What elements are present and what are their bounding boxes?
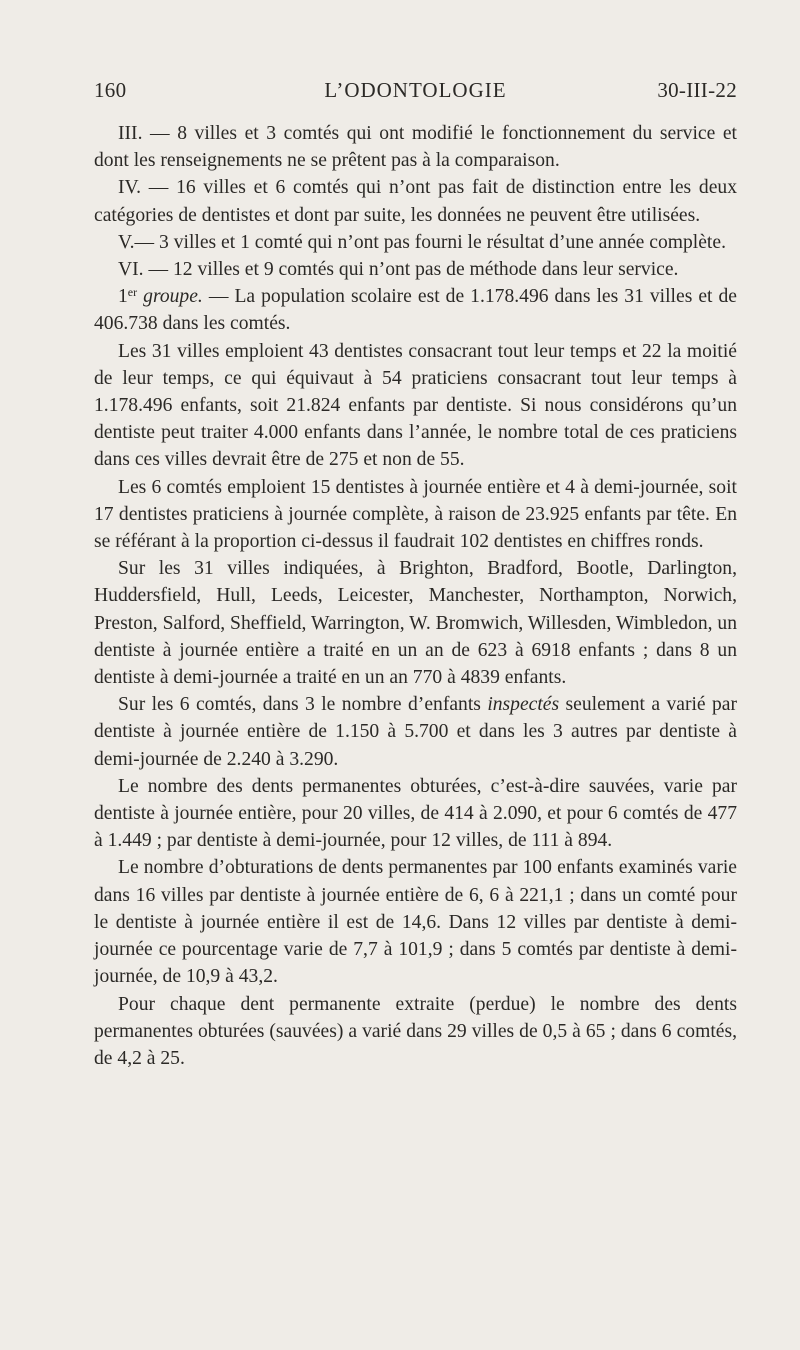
paragraph: Le nombre d’obturations de dents permanentes par 100 enfants examinés varie dans 16 villes par dentiste à journée entière de 6, 6 à 221,1 ; dans un comté pour le dentiste à journée entière il est de 14,6. Dans 12 villes par dentiste à demi-journée ce pourcentage varie de 7,7 à 101,9 ; dans 5 comtés par dentiste à demi-journée, de 10,9 à 43,2.: [94, 857, 737, 988]
paragraph: Les 6 comtés emploient 15 dentistes à journée entière et 4 à demi-journée, soit 17 dentistes praticiens à journée complète, à raison de 23.925 enfants par tête. En se référant à la proportion ci-dessus il faudrait 102 dentistes en chiffres ronds.: [94, 476, 737, 553]
text-before: Sur les 6 comtés, dans 3 le nombre d’enfants: [118, 694, 488, 716]
page-number: 160: [94, 78, 127, 102]
ordinal-suffix: er: [127, 285, 138, 300]
paragraph: III. — 8 villes et 3 comtés qui ont modifié le fonctionnement du service et dont les renseignements ne se prêtent pas à la comparaison.: [94, 123, 737, 172]
journal-title: L’ODONTOLOGIE: [324, 78, 507, 102]
group-text: — La population scolaire est de 1.178.496 dans les 31 villes et de 406.738 dans les comtés.: [94, 286, 737, 335]
page-header: [94, 78, 737, 104]
article-body: [94, 120, 737, 1072]
text-after: seulement a varié par dentiste à journée entière de 1.150 à 5.700 et dans les 3 autres par dentiste à demi-journée de 2.240 à 3.290.: [94, 694, 738, 770]
paragraph: Les 31 villes emploient 43 dentistes consacrant tout leur temps et 22 la moitié de leur temps, ce qui équivaut à 54 praticiens consacrant tout leur temps à 1.178.496 enfants, soit 21.824 enfants par dentiste. Si nous considérons qu’un dentiste peut traiter 4.000 enfants dans l’année, le nombre total de ces praticiens dans ces villes devrait être de 275 et non de 55.: [94, 340, 737, 471]
paragraph: Pour chaque dent permanente extraite (perdue) le nombre des dents permanentes obturées (sauvées) a varié dans 29 villes de 0,5 à 65 ; dans 6 comtés, de 4,2 à 25.: [94, 993, 737, 1069]
paragraph: Le nombre des dents permanentes obturées, c’est-à-dire sauvées, varie par dentiste à journée entière, pour 20 villes, de 414 à 2.090, et pour 6 comtés de 477 à 1.449 ; par dentiste à demi-journée, pour 12 villes, de 111 à 894.: [94, 775, 737, 852]
paragraph: VI. — 12 villes et 9 comtés qui n’ont pas de méthode dans leur service.: [118, 259, 679, 281]
group-number: 1: [118, 286, 128, 308]
paragraph-inspectes: [94, 691, 737, 773]
paragraph: V.— 3 villes et 1 comté qui n’ont pas fourni le résultat d’une année complète.: [118, 231, 726, 253]
emphasis-inspectes: inspectés: [487, 694, 560, 716]
group-label: groupe.: [143, 286, 203, 308]
issue-date: 30-III-22: [657, 78, 737, 102]
paragraph: IV. — 16 villes et 6 comtés qui n’ont pas fait de distinction entre les deux catégories de dentistes et dont par suite, les données ne peuvent être utilisées.: [94, 177, 737, 226]
paragraph: Sur les 31 villes indiquées, à Brighton, Bradford, Bootle, Darlington, Huddersfield, Hull, Leeds, Leicester, Manchester, Northampton, Norwich, Preston, Salford, Sheffield, Warrington, W. Bromwich, Willesden, Wimbledon, un dentiste à journée entière a traité en un an de 623 à 6918 enfants ; dans 8 un dentiste à demi-journée a traité en un an 770 à 4839 enfants.: [94, 558, 738, 689]
paragraph-group-1: [94, 283, 737, 337]
